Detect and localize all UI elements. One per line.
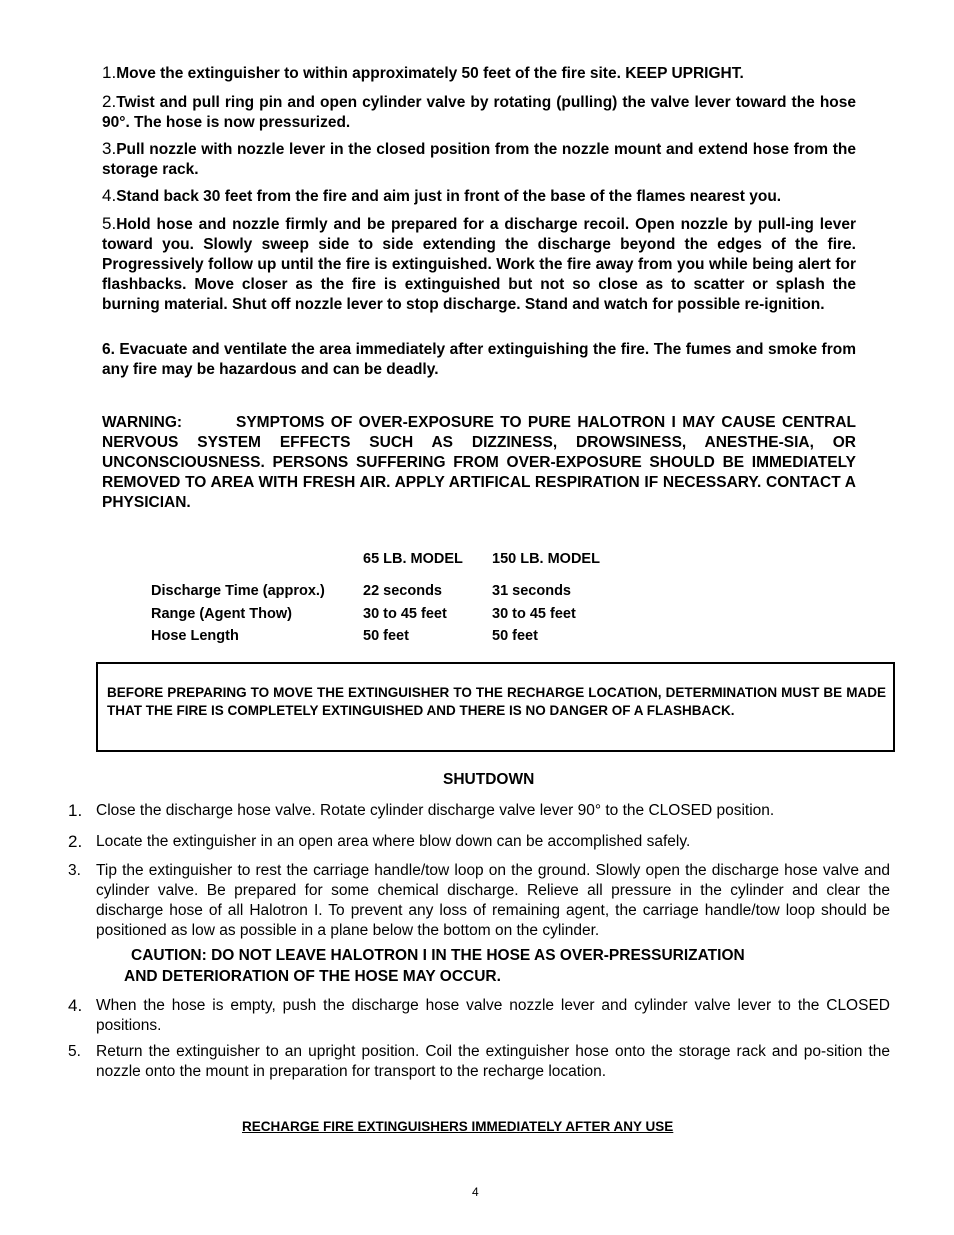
step-number: 3. — [68, 862, 81, 879]
step-number: 5. — [68, 1043, 81, 1060]
step-number: 2. — [68, 832, 83, 851]
step-text: Twist and pull ring pin and open cylinder valve by rotating (pulling) the valve lever toward the hose 90°. The hose is now pressurized. — [102, 94, 856, 131]
step-text: Stand back 30 feet from the fire and aim just in front of the base of the flames nearest you. — [116, 188, 782, 205]
step-number: 1. — [68, 801, 83, 820]
step-text: Close the discharge hose valve. Rotate cylinder discharge valve lever 90° to the CLOSED position. — [96, 802, 775, 819]
spec-row-label: Hose Length — [151, 628, 239, 644]
operation-step-6 — [102, 340, 856, 380]
spec-cell: 31 seconds — [492, 583, 571, 599]
step-text: Tip the extinguisher to rest the carriage handle/tow loop on the ground. Slowly open the discharge hose valve and cylinder valve. Be prepared for some chemical discharge. Relieve all pressure in the cylinder and clear the discharge hose of all Halotron I. To prevent any loss of remaining agent, the carriage handle/tow loop should be positioned as low as possible in a plane below the bottom on the cylinder. — [96, 862, 890, 939]
spec-row-label: Range (Agent Thow) — [151, 606, 292, 622]
spec-cell: 22 seconds — [363, 583, 442, 599]
step-text: Pull nozzle with nozzle lever in the closed position from the nozzle mount and extend hose from the storage rack. — [102, 141, 856, 178]
step-text: Evacuate and ventilate the area immediately after extinguishing the fire. The fumes and smoke from any fire may be hazardous and can be deadly. — [102, 341, 856, 378]
warning-text: SYMPTOMS OF OVER-EXPOSURE TO PURE HALOTRON I MAY CAUSE CENTRAL NERVOUS SYSTEM EFFECTS SUCH AS DIZZINESS, DROWSINESS, ANESTHE-SIA, OR UNCONSCIOUSNESS. PERSONS SUFFERING FROM OVER-EXPOSURE SHOULD BE IMMEDIATELY REMOVED TO AREA WITH FRESH AIR. APPLY ARTIFICAL RESPIRATION IF NECESSARY. CONTACT A PHYSICIAN. — [102, 414, 856, 511]
step-text: When the hose is empty, push the discharge hose valve nozzle lever and cylinder valve lever to the CLOSED positions. — [96, 997, 890, 1034]
step-number: 1. — [102, 63, 117, 82]
step-text: Locate the extinguisher in an open area where blow down can be accomplished safely. — [96, 833, 691, 850]
step-text: Move the extinguisher to within approximately 50 feet of the fire site. KEEP UPRIGHT. — [116, 65, 744, 82]
step-number: 2. — [102, 92, 117, 111]
spec-cell: 30 to 45 feet — [363, 606, 447, 622]
warning-label: WARNING: — [102, 414, 183, 431]
spec-cell: 50 feet — [363, 628, 409, 644]
page-number: 4 — [472, 1185, 479, 1199]
operation-step-3 — [102, 139, 856, 180]
recharge-notice: RECHARGE FIRE EXTINGUISHERS IMMEDIATELY AFTER ANY USE — [242, 1119, 674, 1134]
operation-step-5 — [102, 214, 856, 315]
step-number: 6. — [102, 341, 115, 358]
step-text: Hold hose and nozzle firmly and be prepared for a discharge recoil. Open nozzle by pull-ing lever toward you. Slowly sweep side to side extending the discharge beyond the edges of the fire. Progressively follow up until the fire is extinguished. Work the fire away from you while being alert for flashbacks. Move closer as the fire is extinguished but not so close as to scatter or splash the burning material. Shut off nozzle lever to stop discharge. Stand and watch for possible re-ignition. — [102, 216, 856, 313]
operation-step-4 — [102, 186, 856, 207]
step-number: 3. — [102, 139, 117, 158]
spec-header-65: 65 LB. MODEL — [363, 551, 463, 567]
shutdown-step-3 — [68, 861, 890, 941]
shutdown-title: SHUTDOWN — [443, 771, 535, 788]
step-number: 4. — [102, 186, 117, 205]
shutdown-step-4 — [68, 996, 890, 1036]
notice-box — [96, 662, 895, 752]
notice-text: BEFORE PREPARING TO MOVE THE EXTINGUISHER TO THE RECHARGE LOCATION, DETERMINATION MUST BE MADE THAT THE FIRE IS COMPLETELY EXTINGUISHED AND THERE IS NO DANGER OF A FLASHBACK. — [107, 685, 886, 718]
warning-paragraph — [102, 413, 856, 513]
shutdown-step-1 — [68, 801, 890, 821]
operation-step-2 — [102, 92, 856, 133]
step-number: 5. — [102, 214, 117, 233]
spec-row-label: Discharge Time (approx.) — [151, 583, 325, 599]
spec-cell: 30 to 45 feet — [492, 606, 576, 622]
shutdown-step-5 — [68, 1042, 890, 1082]
caution-line-1: CAUTION: DO NOT LEAVE HALOTRON I IN THE HOSE AS OVER-PRESSURIZATION — [131, 947, 745, 964]
spec-header-150: 150 LB. MODEL — [492, 551, 600, 567]
spec-cell: 50 feet — [492, 628, 538, 644]
step-text: Return the extinguisher to an upright position. Coil the extinguisher hose onto the storage rack and po-sition the nozzle onto the mount in preparation for transport to the recharge location. — [96, 1043, 890, 1080]
shutdown-step-2 — [68, 832, 890, 852]
step-number: 4. — [68, 996, 83, 1015]
caution-line-2: AND DETERIORATION OF THE HOSE MAY OCCUR. — [124, 968, 501, 985]
operation-step-1 — [102, 63, 856, 84]
